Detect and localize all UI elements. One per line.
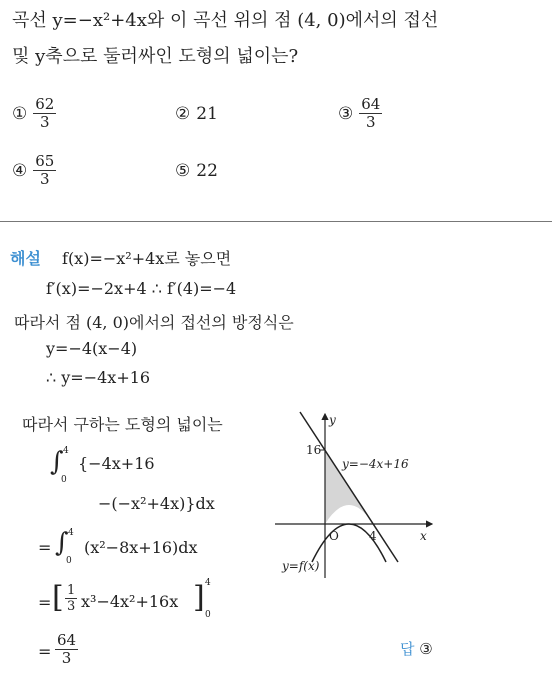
choice-fraction [359,96,382,131]
answer-mark: ③ [419,640,433,658]
solution-tag: 해설 [10,249,41,268]
integral-lower-limit: 0 [61,475,67,485]
solution-line-4: y=−4(x−4) [46,339,138,358]
x-axis-label: x [420,529,427,543]
choice-2[interactable] [175,104,218,124]
equals-sign: = [38,538,52,557]
choice-fraction [33,96,56,131]
denominator: 3 [40,170,50,188]
choice-mark: ① [12,103,28,124]
solution-line-6: 따라서 구하는 도형의 넓이는 [22,415,223,434]
choice-mark: ② [175,104,191,124]
denominator: 3 [67,599,76,614]
integral-sign: ∫ [55,528,69,558]
solution-expression: f(x)=−x²+4x로 놓으면 [62,249,232,268]
evaluation-upper-limit: 4 [205,578,211,588]
integral-body: (x²−8x+16)dx [84,538,198,557]
choice-1[interactable] [12,96,56,131]
answer-tag: 답 [400,640,415,658]
integral-upper-limit: 4 [63,446,69,456]
section-divider [0,221,552,222]
answer-label [400,638,433,659]
coefficient-fraction [65,583,77,614]
integral-body-2: −(−x²+4x)}dx [98,494,215,513]
choice-mark: ⑤ [175,161,191,181]
solution-line-3: 따라서 점 (4, 0)에서의 접선의 방정식은 [14,313,294,332]
choice-4[interactable] [12,153,56,188]
numerator: 1 [67,583,76,598]
choice-3[interactable] [338,96,382,131]
final-answer-fraction [55,632,78,667]
choice-5[interactable] [175,161,218,181]
right-bracket: ] [193,580,205,615]
numerator: 62 [35,95,55,113]
choice-mark: ④ [12,160,28,181]
numerator: 64 [361,95,381,113]
evaluation-lower-limit: 0 [205,610,211,620]
numerator: 64 [57,631,77,649]
integral-upper-limit: 4 [68,528,74,538]
denominator: 3 [40,113,50,131]
question-line-2: 및 y축으로 둘러싸인 도형의 넓이는? [12,46,299,67]
choice-value: 22 [196,161,218,181]
solution-line-1 [10,246,231,269]
integral-sign: ∫ [50,447,64,477]
y16-label: 16 [306,443,322,457]
integral-body-1: {−4x+16 [78,454,155,473]
curve-label: y=f(x) [282,559,320,573]
area-graph [270,410,440,585]
choice-value: 21 [196,104,218,124]
equals-sign: = [38,642,52,661]
x4-label: 4 [369,529,377,543]
choice-mark: ③ [338,103,354,124]
origin-label: O [329,529,339,543]
tangent-label: y=−4x+16 [342,457,409,471]
denominator: 3 [366,113,376,131]
y-axis-label: y [329,413,336,427]
left-bracket: [ [52,580,64,615]
tangent-line [300,412,398,562]
integral-lower-limit: 0 [66,556,72,566]
denominator: 3 [61,649,72,667]
numerator: 65 [35,152,55,170]
solution-line-2: f′(x)=−2x+4 ∴ f′(4)=−4 [46,279,237,298]
choice-fraction [33,153,56,188]
question-line-1: 곡선 y=−x²+4x와 이 곡선 위의 점 (4, 0)에서의 접선 [12,10,439,31]
equals-sign: = [38,593,52,612]
antiderivative: x³−4x²+16x [81,592,179,611]
solution-line-5: ∴ y=−4x+16 [46,368,151,387]
